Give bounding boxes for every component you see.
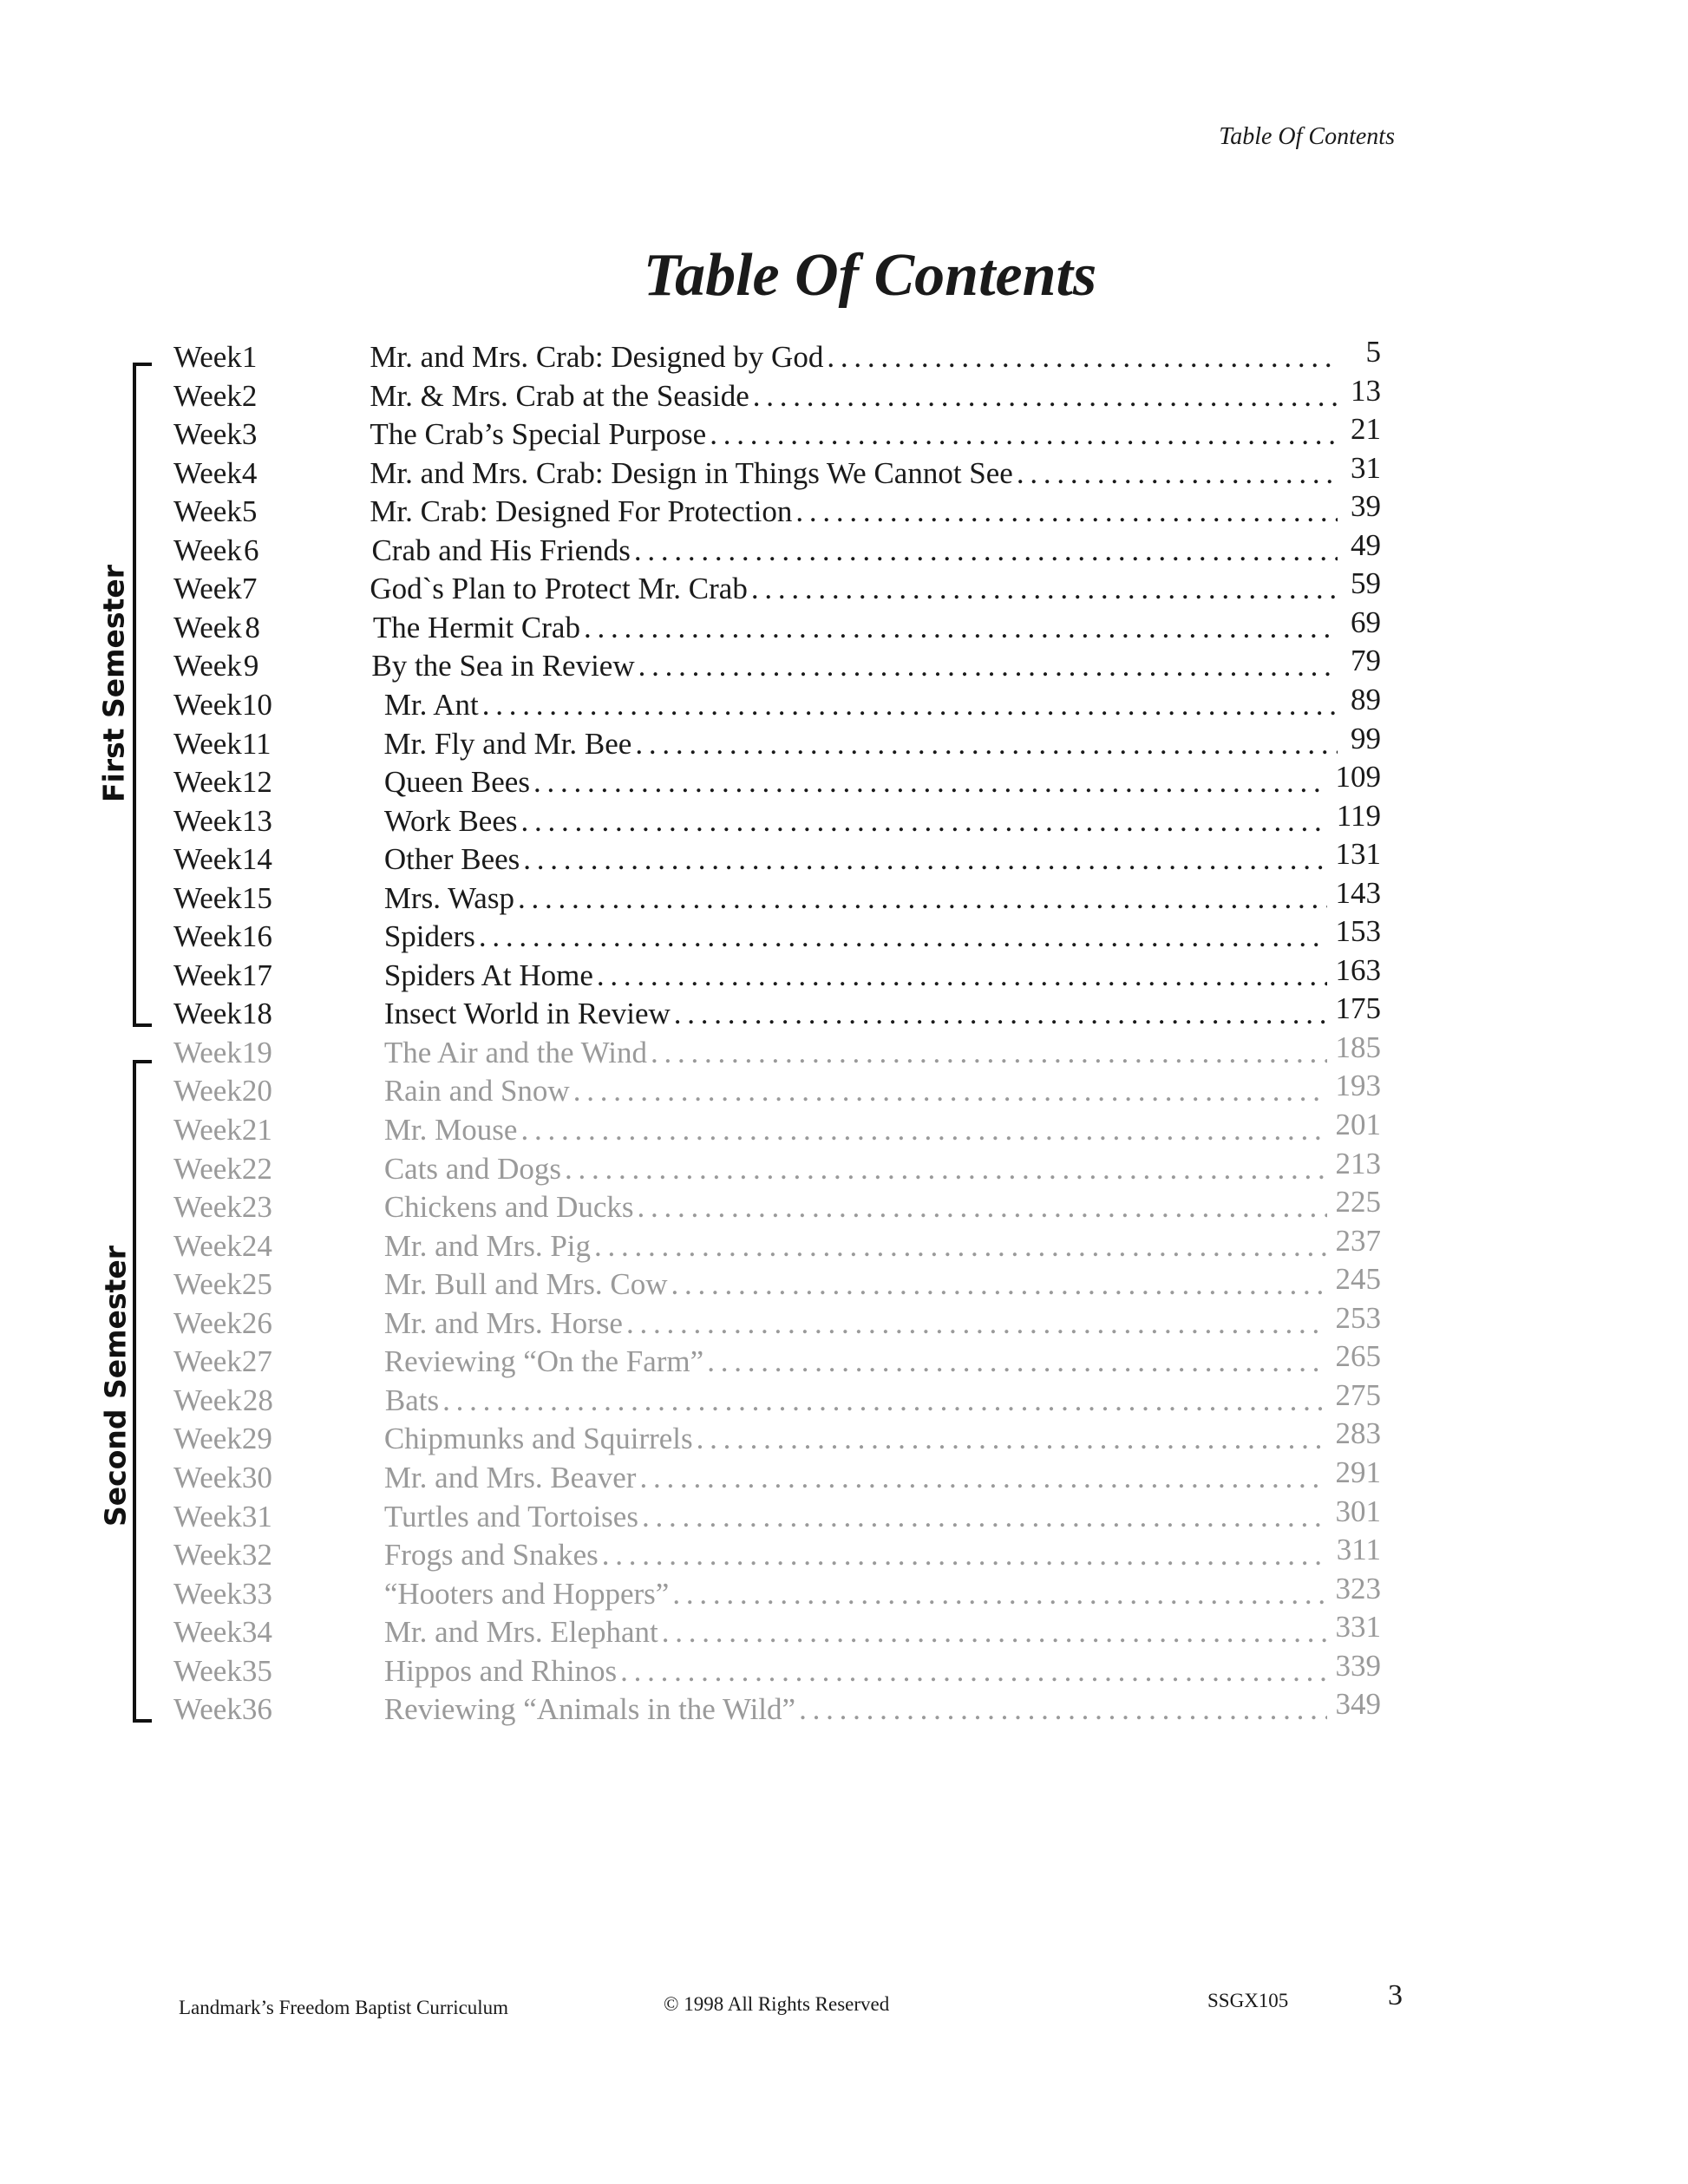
week-number: 2	[241, 378, 258, 413]
footer-page-number: 3	[1388, 1979, 1403, 2011]
week-label: Week	[173, 687, 242, 722]
page-number: 99	[1351, 721, 1381, 755]
toc-entry	[173, 1648, 1381, 1692]
page-number: 213	[1335, 1146, 1381, 1180]
week-number: 25	[241, 1267, 272, 1302]
page-number: 201	[1335, 1108, 1381, 1141]
dot-leader	[642, 1500, 1327, 1534]
entry-title: Crab and His Friends	[371, 533, 631, 567]
entry-title: Mr. Fly and Mr. Bee	[383, 726, 632, 761]
week-number: 30	[241, 1460, 272, 1494]
week-number: 35	[241, 1653, 272, 1688]
toc-entry	[173, 335, 1381, 378]
week-label: Week	[173, 1615, 242, 1650]
entry-title: Spiders	[383, 919, 475, 954]
running-head: Table Of Contents	[1219, 123, 1395, 150]
page-number: 143	[1335, 875, 1381, 910]
dot-leader	[565, 1152, 1327, 1187]
dot-leader	[626, 1306, 1327, 1341]
week-label: Week	[173, 1576, 242, 1611]
week-number: 11	[241, 726, 272, 761]
toc-entry	[173, 1494, 1381, 1538]
toc-entry	[173, 1533, 1381, 1576]
week-label: Week	[173, 494, 242, 529]
toc-entry	[173, 605, 1381, 649]
week-label: Week	[173, 649, 242, 683]
week-label: Week	[173, 958, 242, 992]
dot-leader	[697, 1422, 1327, 1456]
week-number: 3	[241, 417, 258, 452]
page-number: 79	[1351, 644, 1381, 678]
week-number: 1	[241, 340, 258, 374]
page-number: 59	[1351, 566, 1381, 601]
dot-leader	[671, 1267, 1327, 1302]
page-number: 49	[1351, 527, 1381, 562]
week-label: Week	[173, 803, 242, 838]
toc-entry	[173, 1262, 1381, 1305]
week-number: 14	[241, 842, 272, 877]
week-number: 33	[241, 1576, 272, 1611]
page-number: 301	[1335, 1494, 1381, 1528]
page-number: 163	[1335, 952, 1381, 987]
entry-title: “Hooters and Hoppers”	[383, 1576, 670, 1611]
week-label: Week	[173, 1344, 242, 1379]
toc-entry	[173, 760, 1381, 803]
entry-title: Spiders At Home	[383, 958, 593, 992]
week-number: 36	[241, 1692, 272, 1727]
entry-title: Bats	[384, 1383, 440, 1417]
week-number: 8	[245, 610, 260, 644]
week-label: Week	[173, 880, 242, 915]
entry-title: Mr. and Mrs. Crab: Designed by God	[370, 340, 824, 374]
entry-title: The Hermit Crab	[372, 610, 580, 644]
week-number: 4	[241, 455, 258, 490]
toc-entry	[173, 644, 1381, 687]
week-number: 21	[241, 1113, 272, 1147]
week-number: 22	[241, 1151, 272, 1186]
entry-title: Hippos and Rhinos	[383, 1653, 618, 1688]
toc-entry	[173, 450, 1381, 494]
week-label: Week	[173, 1035, 242, 1069]
entry-title: Mr. Crab: Designed For Protection	[370, 494, 793, 529]
toc-entry	[173, 1416, 1381, 1460]
week-label: Week	[173, 1267, 242, 1302]
week-label: Week	[173, 1151, 242, 1186]
entry-title: Mr. and Mrs. Pig	[383, 1228, 592, 1263]
page-number: 275	[1335, 1377, 1381, 1412]
page-number: 349	[1335, 1687, 1381, 1722]
toc-entry	[173, 1030, 1381, 1074]
page-number: 119	[1336, 798, 1381, 833]
dot-leader	[751, 572, 1338, 606]
dot-leader	[639, 1461, 1326, 1495]
week-label: Week	[173, 1228, 242, 1263]
entry-title: Other Bees	[383, 842, 520, 877]
toc-entry	[173, 527, 1381, 572]
dot-leader	[520, 804, 1327, 839]
entry-title: Insect World in Review	[383, 997, 671, 1031]
toc-entry	[173, 1571, 1381, 1615]
week-label: Week	[173, 1113, 242, 1147]
week-number: 15	[241, 880, 272, 915]
entry-title: Mr. Ant	[383, 687, 479, 722]
toc-entry	[173, 1185, 1381, 1228]
page-number: 323	[1335, 1571, 1381, 1605]
dot-leader	[638, 649, 1338, 683]
dot-leader	[662, 1615, 1327, 1650]
week-label: Week	[173, 1460, 242, 1494]
entry-title: Work Bees	[383, 803, 518, 838]
entry-title: Queen Bees	[383, 765, 530, 800]
entry-title: The Crab’s Special Purpose	[370, 417, 707, 452]
week-number: 9	[243, 649, 259, 683]
dot-leader	[753, 379, 1338, 414]
page-number: 5	[1365, 335, 1381, 369]
toc-entry	[173, 837, 1381, 880]
page-number: 131	[1335, 837, 1381, 872]
page-number: 193	[1335, 1069, 1381, 1103]
toc-entry	[173, 952, 1381, 997]
dot-leader	[479, 919, 1327, 954]
week-label: Week	[173, 1422, 242, 1456]
week-label: Week	[173, 1074, 242, 1108]
page-title: Table Of Contents	[643, 242, 1097, 309]
toc-entry	[173, 1146, 1381, 1190]
week-label: Week	[173, 1538, 242, 1573]
entry-title: Rain and Snow	[383, 1074, 570, 1108]
page-number: 245	[1335, 1262, 1381, 1297]
week-number: 19	[241, 1035, 272, 1069]
toc-entry	[173, 914, 1381, 958]
dot-leader	[672, 1577, 1326, 1612]
week-label: Week	[173, 997, 242, 1031]
toc-entry	[173, 1300, 1381, 1344]
week-label: Week	[173, 1499, 242, 1533]
footer-code: SSGX105	[1207, 1990, 1289, 2011]
entry-title: Mr. Bull and Mrs. Cow	[383, 1267, 668, 1302]
entry-title: Frogs and Snakes	[383, 1538, 599, 1573]
dot-leader	[620, 1654, 1326, 1689]
page-number: 21	[1351, 412, 1381, 447]
toc-entry	[173, 991, 1381, 1035]
dot-leader	[799, 1692, 1326, 1727]
entry-title: Mr. and Mrs. Elephant	[383, 1615, 658, 1650]
entry-title: Reviewing “On the Farm”	[383, 1344, 704, 1379]
toc-entry	[173, 489, 1381, 533]
week-number: 16	[241, 919, 272, 954]
entry-title: Mrs. Wasp	[383, 880, 514, 915]
week-number: 24	[241, 1228, 272, 1263]
week-label: Week	[173, 1190, 242, 1225]
toc-entry	[173, 1377, 1381, 1422]
first-semester-label: First Semester	[96, 564, 131, 803]
page-number: 13	[1351, 373, 1381, 408]
entry-title: Mr. and Mrs. Beaver	[383, 1460, 637, 1494]
entry-title: Reviewing “Animals in the Wild”	[383, 1692, 796, 1727]
dot-leader	[442, 1383, 1326, 1418]
toc-entry	[173, 1455, 1381, 1499]
dot-leader	[597, 958, 1327, 993]
page-number: 283	[1335, 1416, 1381, 1451]
dot-leader	[482, 688, 1338, 723]
toc-entry	[173, 373, 1381, 417]
page-number: 253	[1335, 1300, 1381, 1335]
week-label: Week	[173, 765, 242, 800]
page-number: 339	[1335, 1648, 1381, 1683]
week-label: Week	[173, 533, 242, 567]
entry-title: Mr. and Mrs. Crab: Design in Things We Cannot See	[370, 455, 1013, 490]
week-number: 32	[241, 1538, 272, 1573]
dot-leader	[523, 842, 1326, 877]
page-number: 331	[1335, 1610, 1381, 1645]
dot-leader	[573, 1074, 1327, 1108]
entry-title: Turtles and Tortoises	[383, 1499, 638, 1533]
week-number: 23	[241, 1190, 272, 1225]
week-number: 27	[241, 1344, 272, 1379]
page-number: 89	[1351, 682, 1381, 716]
week-label: Week	[173, 455, 242, 490]
dot-leader	[1017, 456, 1338, 491]
entry-title: The Air and the Wind	[383, 1035, 647, 1069]
week-number: 26	[241, 1305, 272, 1340]
page-number: 265	[1335, 1339, 1381, 1374]
week-label: Week	[173, 1305, 242, 1340]
toc-entry	[173, 1108, 1381, 1151]
dot-leader	[584, 611, 1338, 645]
dot-leader	[674, 997, 1327, 1031]
week-label: Week	[173, 378, 242, 413]
toc-entry	[173, 721, 1381, 765]
dot-leader	[533, 765, 1327, 800]
entry-title: God`s Plan to Protect Mr. Crab	[370, 572, 748, 606]
week-number: 28	[242, 1383, 273, 1417]
page-number: 185	[1335, 1030, 1381, 1064]
footer-publisher: Landmark’s Freedom Baptist Curriculum	[179, 1997, 509, 2018]
toc-entry	[173, 1339, 1381, 1383]
week-number: 7	[241, 572, 258, 606]
page-number: 225	[1335, 1185, 1381, 1220]
week-number: 20	[241, 1074, 272, 1108]
entry-title: Mr. & Mrs. Crab at the Seaside	[370, 378, 749, 413]
week-label: Week	[173, 610, 242, 644]
toc-entry	[173, 412, 1381, 455]
dot-leader	[827, 340, 1338, 375]
week-label: Week	[173, 726, 242, 761]
page-number: 291	[1335, 1455, 1381, 1489]
page-number: 109	[1335, 760, 1381, 794]
toc-entry	[173, 1610, 1381, 1653]
dot-leader	[795, 494, 1338, 529]
toc-entry	[173, 798, 1381, 842]
page-number: 69	[1351, 605, 1381, 639]
dot-leader	[602, 1538, 1328, 1573]
entry-title: Mr. Mouse	[383, 1113, 518, 1147]
entry-title: Chickens and Ducks	[383, 1190, 634, 1225]
week-label: Week	[173, 919, 242, 954]
week-number: 31	[241, 1499, 272, 1533]
dot-leader	[638, 1190, 1327, 1225]
week-number: 10	[241, 687, 272, 722]
week-number: 6	[243, 533, 259, 567]
dot-leader	[651, 1036, 1327, 1070]
dot-leader	[520, 1113, 1326, 1148]
toc-entry	[173, 1223, 1381, 1267]
toc-entry	[173, 1069, 1381, 1112]
page-number: 175	[1335, 991, 1381, 1026]
week-label: Week	[173, 1383, 242, 1417]
dot-leader	[518, 881, 1327, 916]
week-number: 12	[241, 765, 272, 800]
footer-copyright: © 1998 All Rights Reserved	[664, 1993, 890, 2015]
entry-title: Mr. and Mrs. Horse	[383, 1305, 623, 1340]
week-label: Week	[173, 1692, 242, 1727]
dot-leader	[634, 533, 1338, 568]
dot-leader	[594, 1229, 1326, 1264]
toc-entry	[173, 1687, 1381, 1730]
toc-entry	[173, 875, 1381, 919]
page-number: 39	[1351, 489, 1381, 524]
entry-title: By the Sea in Review	[371, 649, 635, 683]
week-number: 29	[241, 1422, 272, 1456]
week-number: 13	[241, 803, 272, 838]
week-number: 18	[241, 997, 272, 1031]
second-semester-bracket	[133, 1060, 152, 1723]
page-number: 237	[1335, 1223, 1381, 1258]
week-number: 5	[241, 494, 258, 529]
week-label: Week	[173, 572, 242, 606]
week-label: Week	[173, 842, 242, 877]
page-number: 153	[1335, 914, 1381, 949]
entry-title: Chipmunks and Squirrels	[383, 1422, 693, 1456]
week-number: 34	[241, 1615, 272, 1650]
entry-title: Cats and Dogs	[383, 1151, 561, 1186]
page-number: 311	[1336, 1533, 1381, 1567]
week-number: 17	[241, 958, 272, 992]
week-label: Week	[173, 417, 242, 452]
dot-leader	[710, 417, 1338, 452]
toc-entry	[173, 682, 1381, 726]
dot-leader	[707, 1344, 1326, 1379]
toc-entry	[173, 566, 1381, 610]
second-semester-label: Second Semester	[98, 1246, 133, 1527]
week-label: Week	[173, 340, 242, 374]
page-number: 31	[1351, 450, 1381, 485]
week-label: Week	[173, 1653, 242, 1688]
dot-leader	[635, 727, 1338, 762]
first-semester-bracket	[133, 363, 152, 1027]
